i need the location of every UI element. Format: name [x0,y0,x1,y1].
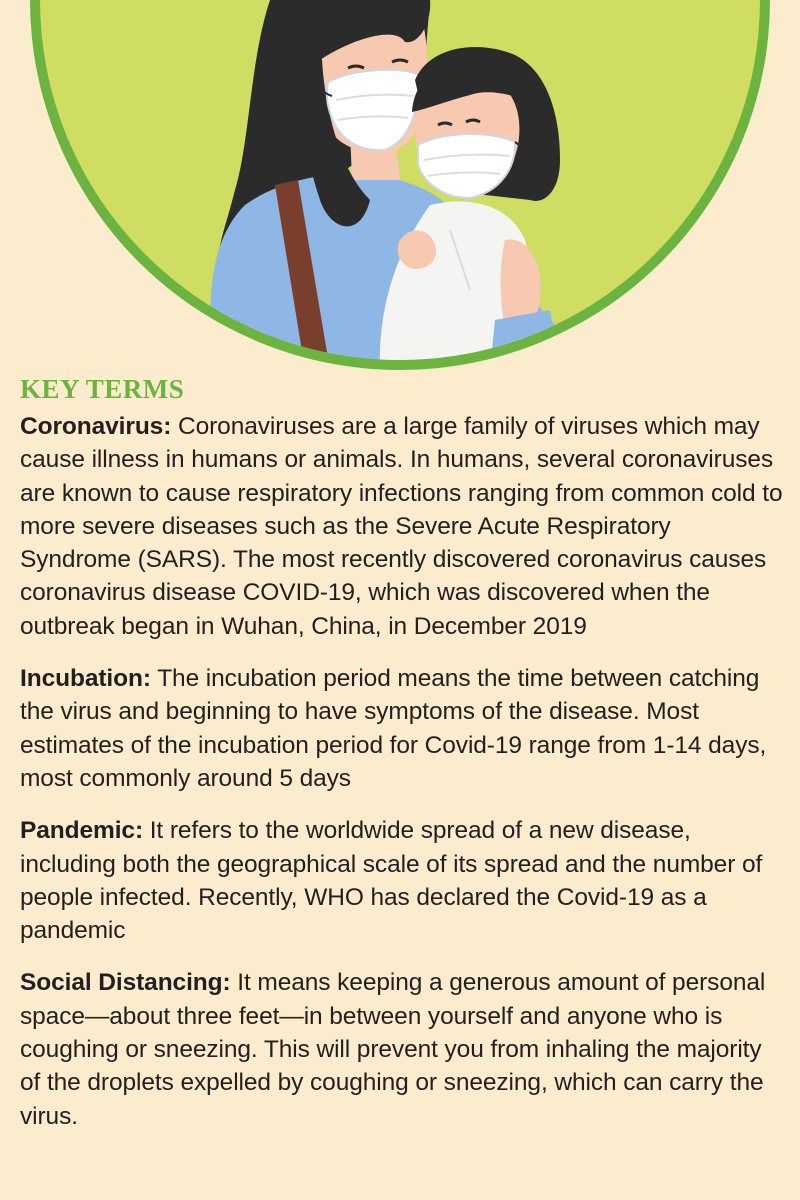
term-coronavirus [20,410,785,643]
term-name: Incubation: [20,665,151,693]
term-incubation [20,662,785,795]
term-name: Pandemic: [20,817,143,845]
term-definition: It means keeping a generous amount of personal space—about three feet—in between yourself and anyone who is coughing or sneezing. This will prevent you from inhaling the majority of the droplets expelled by coughing or sneezing, which can carry the virus. [20,969,766,1130]
term-definition: Coronaviruses are a large family of viruses which may cause illness in humans or animals. In humans, several coronaviruses are known to cause respiratory infections ranging from common cold to more severe diseases such as the Severe Acute Respiratory Syndrome (SARS). The most recently discovered coronavirus causes coronavirus disease COVID-19, which was discovered when the outbreak began in Wuhan, China, in December 2019 [20,413,783,640]
mother-and-child-masks-illustration [0,0,800,370]
term-definition: The incubation period means the time between catching the virus and beginning to have symptoms of the disease. Most estimates of the incubation period for Covid-19 range from 1-14 days, most commonly around 5 days [20,665,767,792]
term-pandemic [20,814,785,947]
key-terms-heading: KEY TERMS [20,374,185,404]
term-name: Social Distancing: [20,969,231,997]
key-terms-section [20,372,785,1152]
term-social-distancing [20,966,785,1132]
term-definition: It refers to the worldwide spread of a new disease, including both the geographical scale of its spread and the number of people infected. Recently, WHO has declared the Covid-19 as a pandemic [20,817,763,945]
term-name: Coronavirus: [20,413,172,440]
